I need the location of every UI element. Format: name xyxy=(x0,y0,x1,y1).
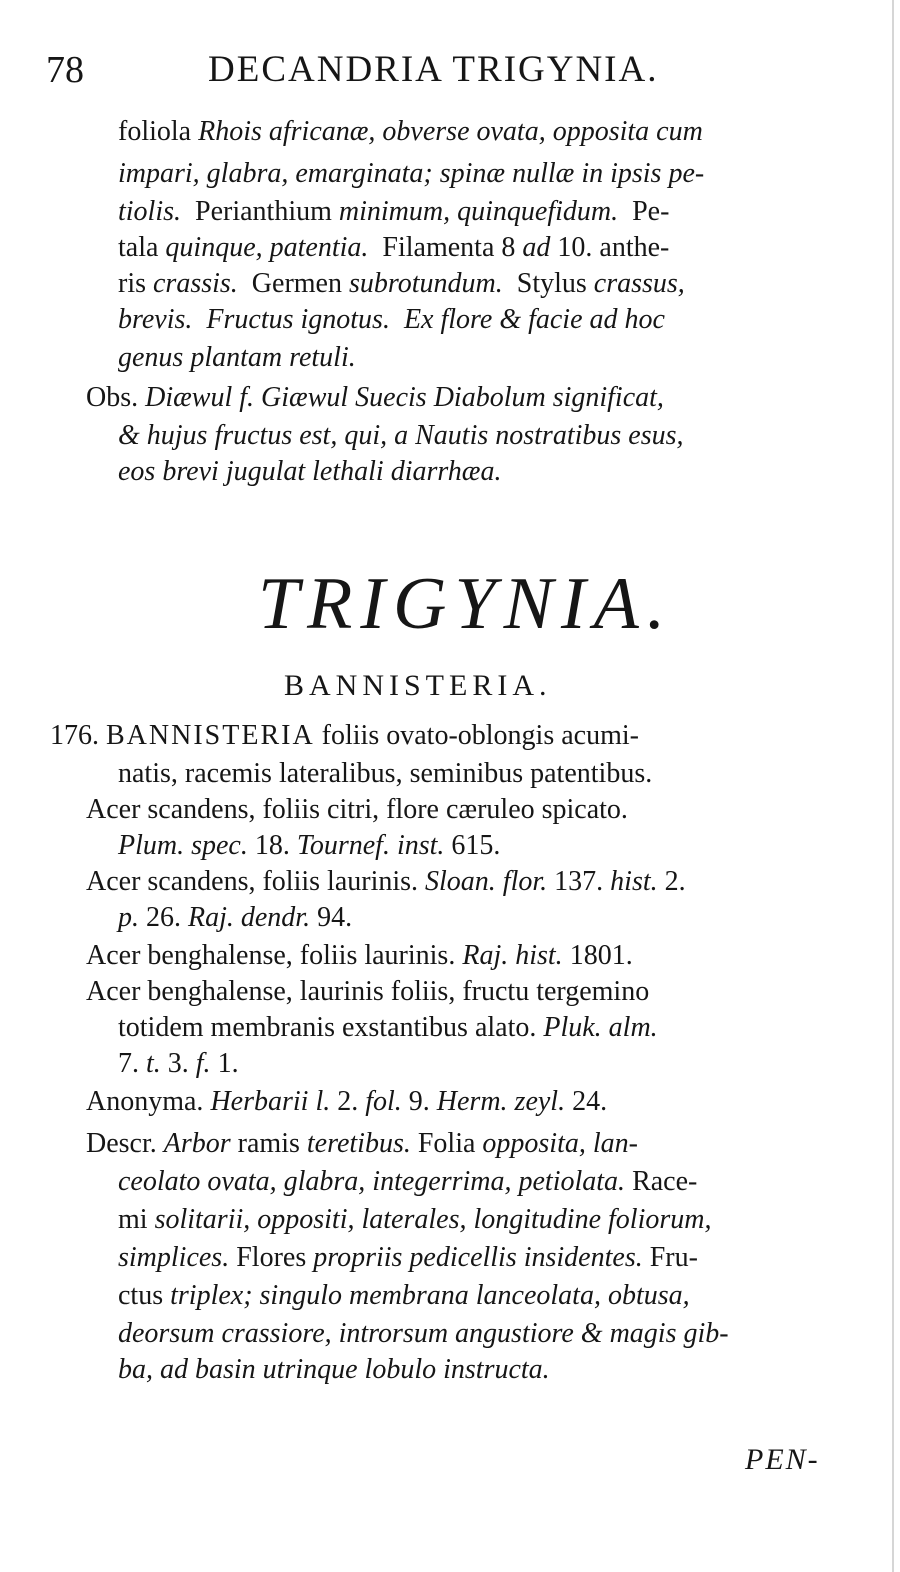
running-head: DECANDRIA TRIGYNIA. xyxy=(208,49,659,90)
catchword: PEN- xyxy=(745,1443,820,1476)
text-line: brevis. Fructus ignotus. Ex flore & facie ad hoc xyxy=(118,304,665,335)
page-number: 78 xyxy=(46,49,84,91)
text-line: mi solitarii, oppositi, laterales, longitudine foliorum, xyxy=(118,1204,712,1235)
synonym-line: Acer benghalense, foliis laurinis. Raj. hist. 1801. xyxy=(86,940,633,971)
text-line: genus plantam retuli. xyxy=(118,342,356,373)
text-line: & hujus fructus est, qui, a Nautis nostratibus esus, xyxy=(118,420,684,451)
text-line: ba, ad basin utrinque lobulo instructa. xyxy=(118,1354,550,1385)
page-header xyxy=(46,48,866,98)
text-line: totidem membranis exstantibus alato. Pluk. alm. xyxy=(118,1012,658,1043)
text-line: deorsum crassiore, introrsum angustiore & magis gib- xyxy=(118,1318,729,1349)
observation-line: Obs. Diæwul f. Giæwul Suecis Diabolum significat, xyxy=(86,382,664,413)
synonym-line: Acer scandens, foliis citri, flore cæruleo spicato. xyxy=(86,794,628,825)
text-line: foliola Rhois africanæ, obverse ovata, opposita cum xyxy=(118,116,703,147)
description-line: Descr. Arbor ramis teretibus. Folia opposita, lan- xyxy=(86,1128,638,1159)
text-line: tiolis. Perianthium minimum, quinquefidum. Pe- xyxy=(118,196,670,227)
text-line: p. 26. Raj. dendr. 94. xyxy=(118,902,353,933)
synonym-line: Acer benghalense, laurinis foliis, fructu tergemino xyxy=(86,976,650,1007)
synonym-line: Acer scandens, foliis laurinis. Sloan. flor. 137. hist. 2. xyxy=(86,866,686,897)
species-genus-name: BANNISTERIA xyxy=(106,720,315,751)
text-line: 7. t. 3. f. 1. xyxy=(118,1048,239,1079)
species-number: 176. xyxy=(50,720,106,751)
text-line: impari, glabra, emarginata; spinæ nullæ in ipsis pe- xyxy=(118,158,705,189)
text-line: ris crassis. Germen subrotundum. Stylus crassus, xyxy=(118,268,685,299)
text-line: tala quinque, patentia. Filamenta 8 ad 10. anthe- xyxy=(118,232,670,263)
text-line: natis, racemis lateralibus, seminibus patentibus. xyxy=(118,758,653,789)
genus-heading: BANNISTERIA. xyxy=(284,669,552,702)
text-line: eos brevi jugulat lethali diarrhæa. xyxy=(118,456,502,487)
text-line: ctus triplex; singulo membrana lanceolata, obtusa, xyxy=(118,1280,690,1311)
text-line: simplices. Flores propriis pedicellis insidentes. Fru- xyxy=(118,1242,698,1273)
text-line: ceolato ovata, glabra, integerrima, petiolata. Race- xyxy=(118,1166,698,1197)
text-line: Plum. spec. 18. Tournef. inst. 615. xyxy=(118,830,501,861)
section-title: TRIGYNIA. xyxy=(258,563,674,645)
species-entry-line: 176. BANNISTERIA foliis ovato-oblongis acumi- xyxy=(50,720,639,751)
synonym-line: Anonyma. Herbarii l. 2. fol. 9. Herm. zeyl. 24. xyxy=(86,1086,608,1117)
